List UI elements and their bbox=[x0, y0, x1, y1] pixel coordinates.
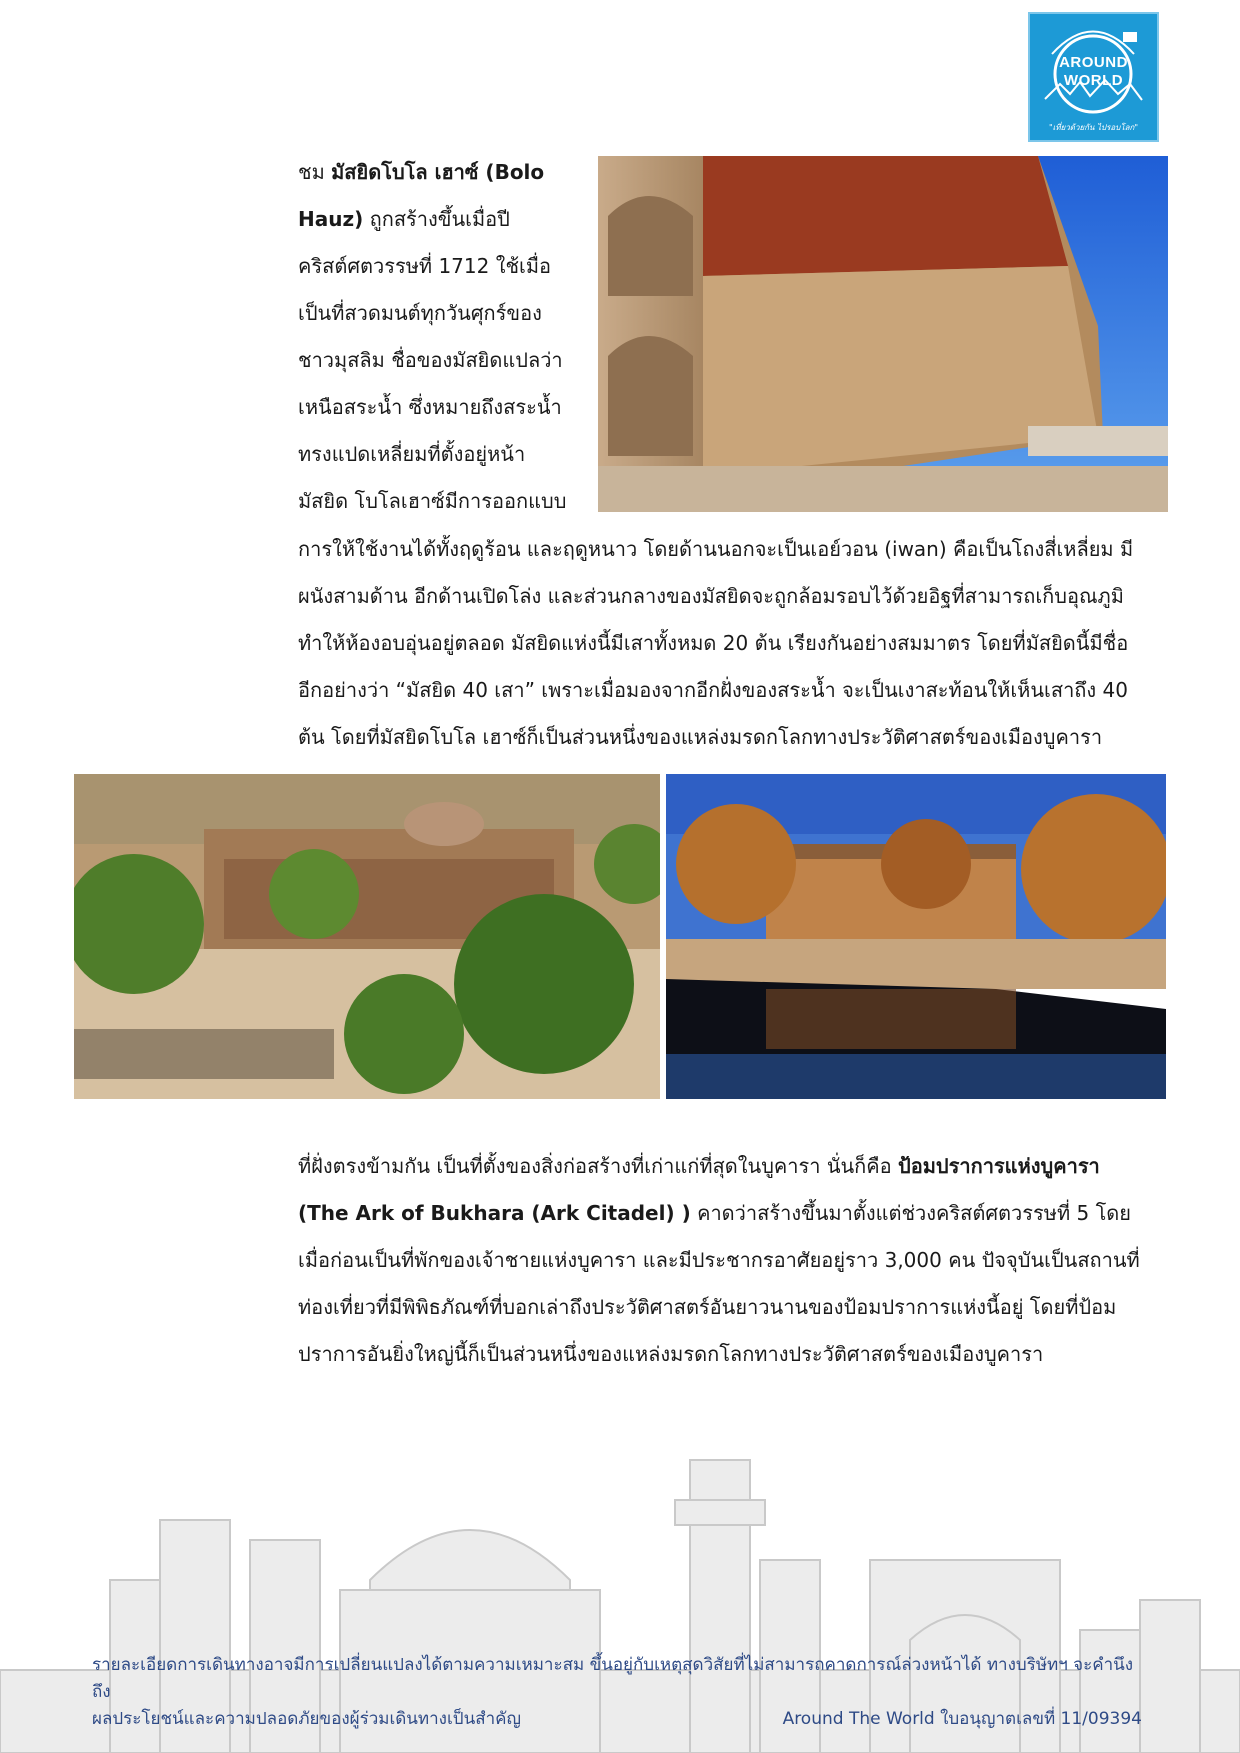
intro-line-5: ชาวมุสลิม ชื่อของมัสยิดแปลว่า bbox=[298, 348, 563, 372]
ark-line-4: ท่องเที่ยวที่มีพิพิธภัณฑ์ที่บอกเล่าถึงประวัติศาสตร์อันยาวนานของป้อมปราการแห่งนี้อยู่ โดยที่ป้อม bbox=[298, 1295, 1117, 1319]
detail-line-4: อีกอย่างว่า “มัสยิด 40 เสา” เพราะเมื่อมองจากอีกฝั่งของสระน้ำ จะเป็นเงาสะท้อนให้เห็นเสาถึง 40 bbox=[298, 678, 1128, 702]
footer-line-2: ผลประโยชน์และความปลอดภัยของผู้ร่วมเดินทางเป็นสำคัญ bbox=[92, 1709, 521, 1729]
bolo-hauz-aerial-photo bbox=[74, 774, 660, 1099]
bolo-hauz-intro bbox=[298, 149, 574, 525]
intro-line-6: เหนือสระน้ำ ซึ่งหมายถึงสระน้ำ bbox=[298, 395, 562, 419]
ark-line-2: (The Ark of Bukhara (Ark Citadel) ) คาดว่าสร้างขึ้นมาตั้งแต่ช่วงคริสต์ศตวรรษที่ 5 โดย bbox=[298, 1201, 1132, 1225]
intro-line-7: ทรงแปดเหลี่ยมที่ตั้งอยู่หน้า bbox=[298, 442, 526, 466]
bolo-hauz-details bbox=[298, 526, 1164, 761]
detail-line-3: ทำให้ห้องอบอุ่นอยู่ตลอด มัสยิดแห่งนี้มีเสาทั้งหมด 20 ต้น เรียงกันอย่างสมมาตร โดยที่มัสยิดนี้มีชื่อ bbox=[298, 631, 1129, 655]
logo-tagline: "เที่ยวด้วยกัน ไปรอบโลก" bbox=[1048, 123, 1139, 132]
detail-line-2: ผนังสามด้าน อีกด้านเปิดโล่ง และส่วนกลางของมัสยิดจะถูกล้อมรอบไว้ด้วยอิฐที่สามารถเก็บอุณภูมิ bbox=[298, 584, 1124, 608]
logo-line2: WORLD bbox=[1063, 72, 1124, 89]
logo-line1: AROUND bbox=[1059, 54, 1128, 71]
footer-line-1: รายละเอียดการเดินทางอาจมีการเปลี่ยนแปลงได้ตามความเหมาะสม ขึ้นอยู่กับเหตุสุดวิสัยที่ไม่สามารถคาดการณ์ล่วงหน้าได้ ทางบริษัทฯ จะคำนึงถึง bbox=[92, 1655, 1134, 1702]
detail-line-5: ต้น โดยที่มัสยิดโบโล เฮาซ์ก็เป็นส่วนหนึ่งของแหล่งมรดกโลกทางประวัติศาสตร์ของเมืองบูคารา bbox=[298, 725, 1103, 749]
license-number: Around The World ใบอนุญาตเลขที่ 11/09394 bbox=[782, 1709, 1142, 1729]
intro-line-8: มัสยิด โบโลเฮาซ์มีการออกแบบ bbox=[298, 489, 567, 513]
ark-of-bukhara-text bbox=[298, 1143, 1164, 1378]
bolo-hauz-colonnade-photo bbox=[598, 156, 1168, 512]
ark-line-5: ปราการอันยิ่งใหญ่นี้ก็เป็นส่วนหนึ่งของแหล่งมรดกโลกทางประวัติศาสตร์ของเมืองบูคารา bbox=[298, 1342, 1044, 1366]
intro-line-1: ชม มัสยิดโบโล เฮาซ์ (Bolo bbox=[298, 160, 545, 184]
intro-line-4: เป็นที่สวดมนต์ทุกวันศุกร์ของ bbox=[298, 301, 542, 325]
bolo-hauz-pool-photo bbox=[666, 774, 1166, 1099]
footer-disclaimer bbox=[92, 1652, 1142, 1733]
ark-line-1: ที่ฝั่งตรงข้ามกัน เป็นที่ตั้งของสิ่งก่อสร้างที่เก่าแก่ที่สุดในบูคารา นั่นก็คือ ป้อมปราการแห่งบูคารา bbox=[298, 1154, 1100, 1178]
intro-line-2: Hauz) ถูกสร้างขึ้นเมื่อปี bbox=[298, 207, 510, 231]
detail-line-1: การให้ใช้งานได้ทั้งฤดูร้อน และฤดูหนาว โดยด้านนอกจะเป็นเอย์วอน (iwan) คือเป็นโถงสี่เหลี่ยม มี bbox=[298, 537, 1134, 561]
intro-line-3: คริสต์ศตวรรษที่ 1712 ใช้เมื่อ bbox=[298, 254, 552, 278]
ark-line-3: เมื่อก่อนเป็นที่พักของเจ้าชายแห่งบูคารา และมีประชากรอาศัยอยู่ราว 3,000 คน ปัจจุบันเป็นสถานที่ bbox=[298, 1248, 1140, 1272]
company-logo bbox=[1028, 12, 1159, 142]
